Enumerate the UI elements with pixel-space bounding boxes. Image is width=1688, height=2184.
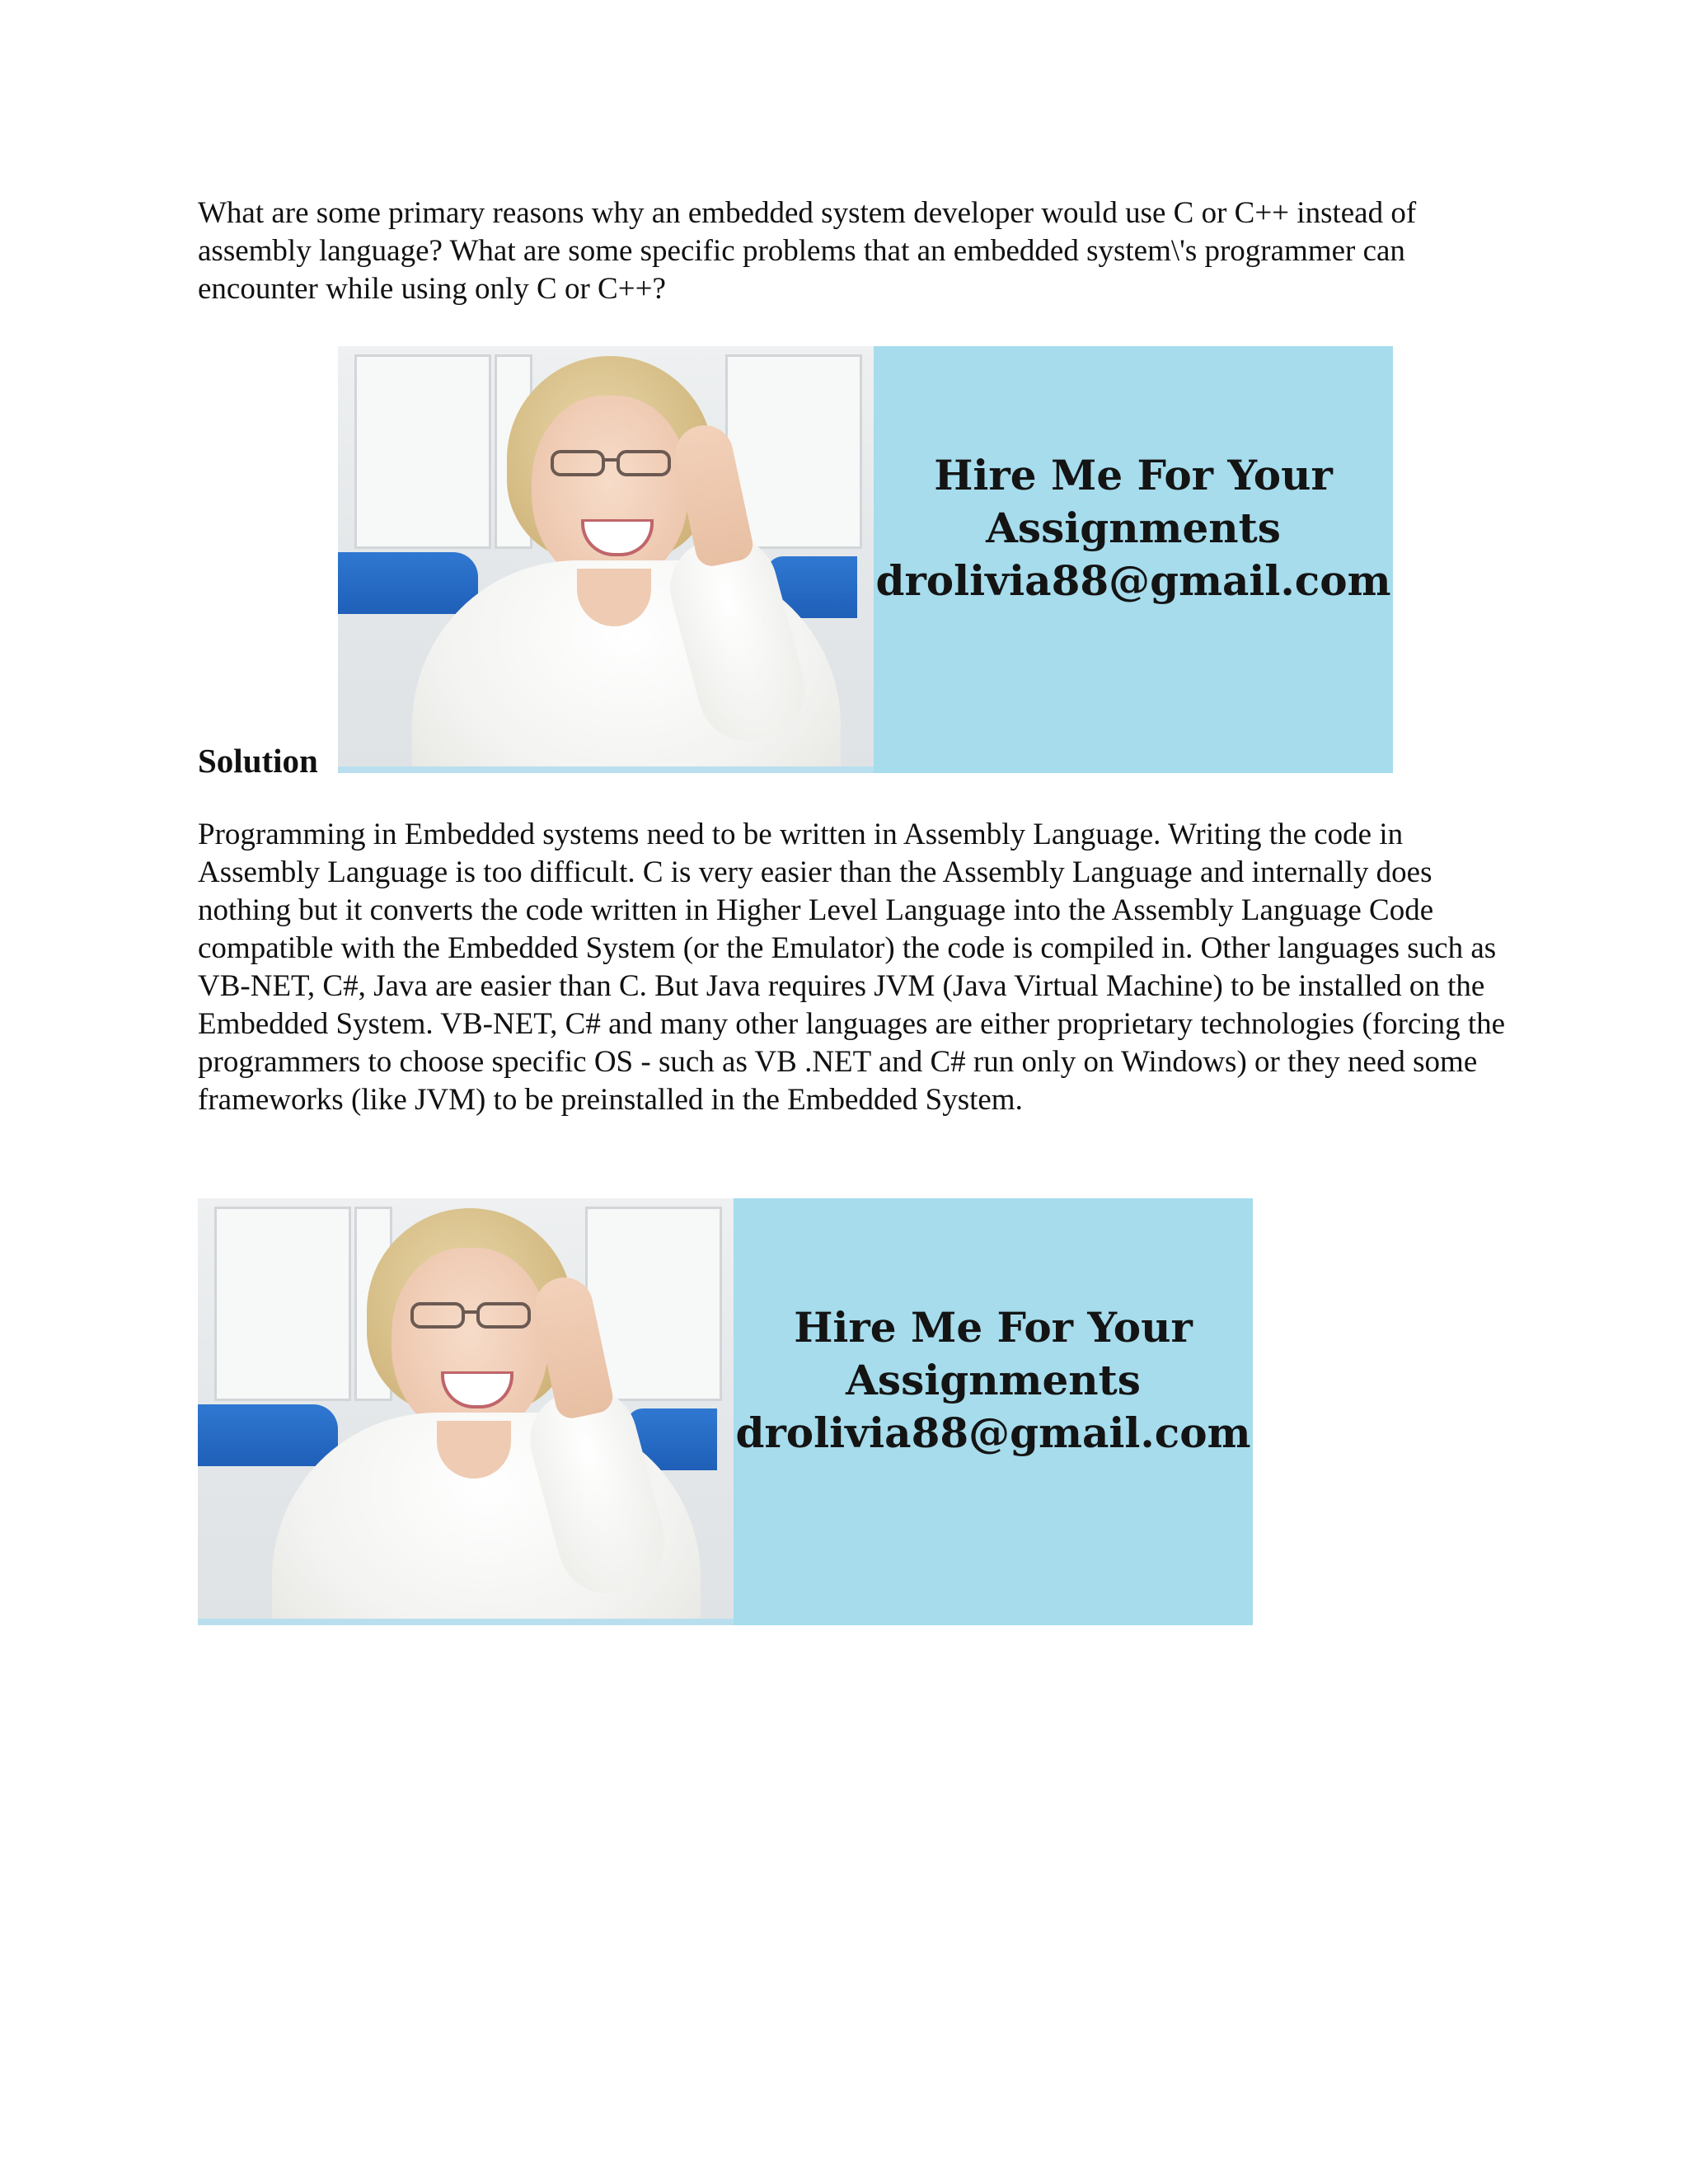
banner-email: drolivia88@gmail.com xyxy=(735,1408,1251,1457)
solution-heading: Solution xyxy=(198,742,318,780)
banner-email: drolivia88@gmail.com xyxy=(875,556,1391,605)
banner-line-2: Assignments xyxy=(986,504,1281,552)
banner-line-1: Hire Me For Your xyxy=(934,451,1333,499)
banner-text-panel xyxy=(734,1198,1253,1625)
woman-photo xyxy=(338,346,874,773)
banner-text-panel xyxy=(874,346,1393,773)
banner-line-2: Assignments xyxy=(846,1356,1141,1404)
woman-photo xyxy=(198,1198,734,1625)
question-text: What are some primary reasons why an embedded system developer would use C or C++ instead of assembly language? What are some specific problems that an embedded system\'s programmer can encounter while using only C or C++? xyxy=(198,196,1417,306)
banner-line-1: Hire Me For Your xyxy=(794,1303,1193,1352)
advertisement-banner xyxy=(198,1198,1253,1625)
solution-text: Programming in Embedded systems need to be written in Assembly Language. Writing the code in Assembly Language is too difficult. C is very easier than the Assembly Language and internally does nothing but it converts the code written in Higher Level Language into the Assembly Language Code compatible with the Embedded System (or the Emulator) the code is compiled in. Other languages such as VB-NET, C#, Java are easier than C. But Java requires JVM (Java Virtual Machine) to be installed on the Embedded System. VB-NET, C# and many other languages are either proprietary technologies (forcing the programmers to choose specific OS - such as VB .NET and C# run only on Windows) or they need some frameworks (like JVM) to be preinstalled in the Embedded System. xyxy=(198,818,1506,1117)
advertisement-banner xyxy=(338,346,1393,773)
